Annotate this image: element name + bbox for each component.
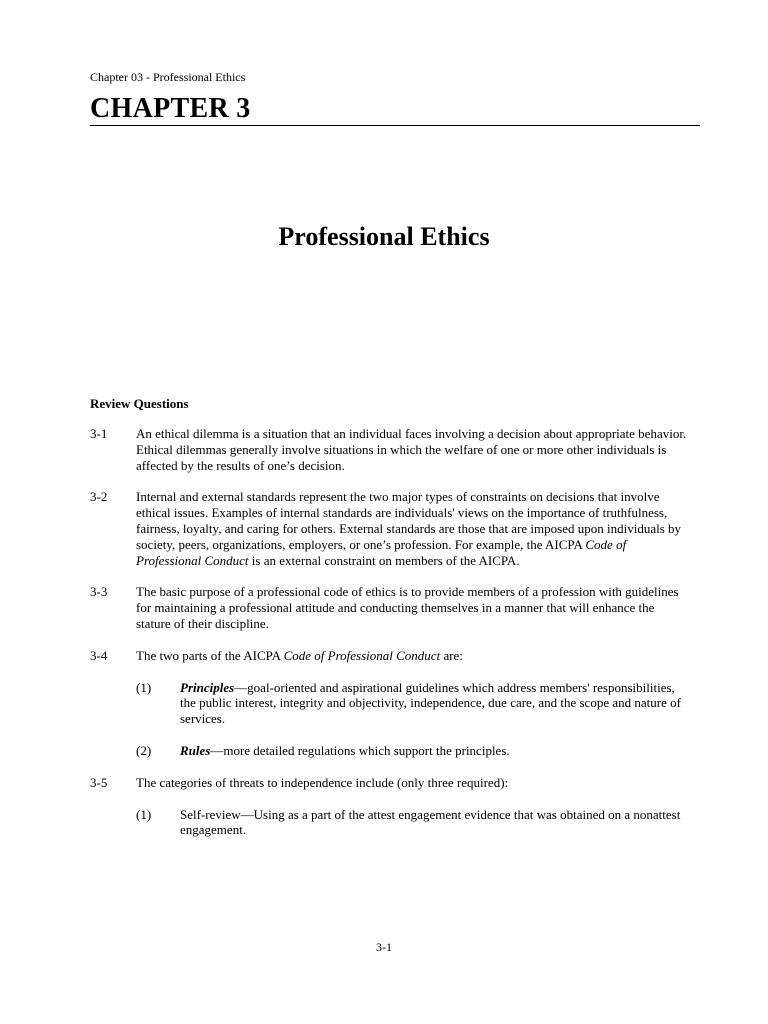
code-title: Code of Professional Conduct <box>283 647 441 663</box>
question-item <box>90 426 690 473</box>
question-number: 3-1 <box>90 426 108 441</box>
question-item <box>90 584 690 631</box>
page-number: 3-1 <box>376 940 392 954</box>
question-number: 3-5 <box>90 774 108 790</box>
list-item-number: (1) <box>136 806 152 822</box>
list-item <box>136 680 690 727</box>
question-number: 3-4 <box>90 647 108 663</box>
list-item-term: Principles <box>180 679 235 695</box>
question-number: 3-3 <box>90 584 108 600</box>
answer-text: An ethical dilemma is a situation that an individual faces involving a decision about appropriate behavior. Ethical dilemmas generally involve situations in which the welfare of one or more other individuals is affected by the results of one’s decision. <box>136 426 687 473</box>
list-item <box>136 807 690 839</box>
list-item-term: Rules <box>180 742 211 758</box>
list-item-desc: —more detailed regulations which support the principles. <box>210 742 510 758</box>
question-number: 3-2 <box>90 489 108 505</box>
heading-rule <box>90 125 700 126</box>
list-item-desc: —goal-oriented and aspirational guidelines which address members' responsibilities, the public interest, integrity and objectivity, independence, due care, and the scope and nature of services. <box>180 679 681 727</box>
section-heading: Review Questions <box>90 396 189 411</box>
list-item <box>136 743 690 759</box>
chapter-title: Professional Ethics <box>278 222 490 251</box>
list-item-text <box>180 680 690 727</box>
list-item-number: (2) <box>136 742 152 758</box>
answer-text-part: are: <box>440 647 463 663</box>
answer-text-part: is an external constraint on members of the AICPA. <box>248 552 520 568</box>
question-item <box>90 648 690 664</box>
list-item-number: (1) <box>136 679 152 695</box>
review-questions <box>90 426 690 854</box>
answer-text-part: The two parts of the AICPA <box>136 647 284 663</box>
answer-text <box>136 489 690 568</box>
question-item <box>90 489 690 568</box>
answer-text-part: Internal and external standards represent the two major types of constraints on decisions that involve ethical issues. Examples of internal standards are individuals' views on the importance of truthfulness, fairness, loyalty, and caring for others. External standards are those that are imposed upon individuals by society, peers, organizations, employers, or one’s profession. For example, the AICPA <box>136 489 682 552</box>
answer-text: The categories of threats to independence include (only three required): <box>136 774 509 790</box>
code-title: Code of Professional Conduct <box>136 536 627 568</box>
chapter-heading: CHAPTER 3 <box>90 93 251 124</box>
list-item-text: Self-review—Using as a part of the attest engagement evidence that was obtained on a nonattest engagement. <box>180 806 681 838</box>
question-item <box>90 775 690 791</box>
list-item-text <box>180 743 690 759</box>
answer-text: The basic purpose of a professional code of ethics is to provide members of a profession with guidelines for maintaining a professional attitude and conducting themselves in a manner that will enhance the stature of their discipline. <box>136 584 679 631</box>
answer-text <box>136 648 690 664</box>
running-head: Chapter 03 - Professional Ethics <box>90 70 246 84</box>
